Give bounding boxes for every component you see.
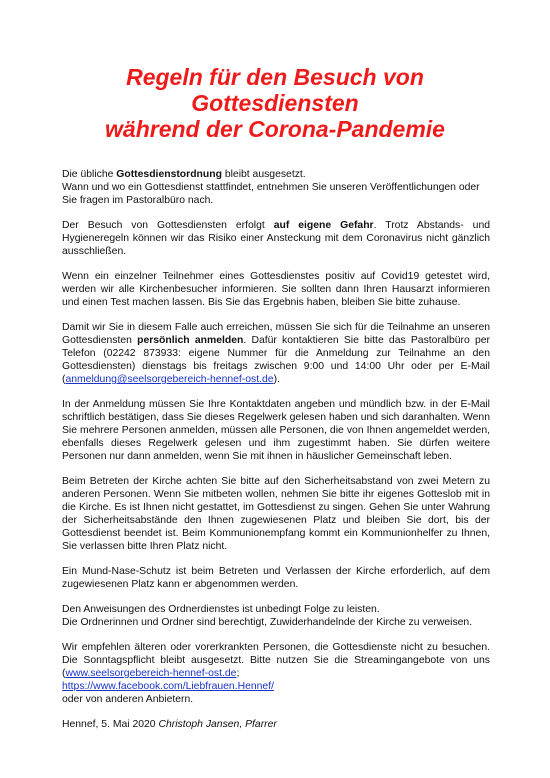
paragraph-mask: Ein Mund-Nase-Schutz ist beim Betreten und Verlassen der Kirche erforderlich, auf dem zugewiesenen Platz kann er abgenommen werden. <box>62 566 490 590</box>
title-line-3: während der Corona-Pandemie <box>105 116 445 142</box>
document-body <box>62 168 490 743</box>
title-line-2: Gottesdiensten <box>191 90 359 116</box>
signature-place-date: Hennef, 5. Mai 2020 <box>62 719 159 730</box>
paragraph-registration <box>62 321 490 386</box>
p4-text-b: . Dafür kontaktieren Sie bitte das Pastoralbüro per Telefon (02242 873933: eigene Nummer für die Anmeldung zur Teilnahme an den Gottesdiensten) dienstags bis freitags zwischen 9:00 und 14:00 Uhr oder per E-Mail ( <box>62 335 491 385</box>
p4-text-c: ). <box>273 374 280 385</box>
signature-name: Christoph Jansen, Pfarrer <box>158 719 277 730</box>
document-title <box>40 64 510 142</box>
website-link[interactable]: www.seelsorgebereich-hennef-ost.de <box>65 668 237 679</box>
p9-text-a: Wir empfehlen älteren oder vorerkrankten Personen, die Gottesdienste nicht zu besuchen. Die Sonntagspflicht bleibt ausgesetzt. Bitte nutzen Sie die Streamingangebote von uns ( <box>62 642 490 679</box>
p1-text-c: Wann und wo ein Gottesdienst stattfindet, entnehmen Sie unseren Veröffentlichungen oder Sie fragen im Pastoralbüro nach. <box>62 182 480 206</box>
p8-text-b: Die Ordnerinnen und Ordner sind berechtigt, Zuwiderhandelnde der Kirche zu verweisen. <box>62 617 473 628</box>
paragraph-contact-data: In der Anmeldung müssen Sie Ihre Kontaktdaten angeben und mündlich bzw. in der E-Mail schriftlich bestätigen, dass Sie dieses Regelwerk gelesen haben und sich daranhalten. Wenn Sie mehrere Personen anmelden, müssen alle Personen, die von Ihnen angemeldet werden, ebenfalls dieses Regelwerk gelesen und ihm zugestimmt haben. Sie dürfen weitere Personen nur dann anmelden, wenn Sie mit ihnen in häuslicher Gemeinschaft leben. <box>62 399 490 462</box>
p2-text-a: Der Besuch von Gottesdiensten erfolgt <box>62 220 274 231</box>
paragraph-positive-test: Wenn ein einzelner Teilnehmer eines Gottesdienstes positiv auf Covid19 getestet wird, werden wir alle Kirchenbesucher informieren. Sie sollten dann Ihren Hausarzt informieren und einen Test machen lassen. Bis Sie das Ergebnis haben, bleiben Sie bitte zuhause. <box>62 271 490 308</box>
paragraph-own-risk <box>62 219 490 258</box>
paragraph-stewards <box>62 603 490 629</box>
title-line-1: Regeln für den Besuch von <box>126 64 424 90</box>
p1-text-a: Die übliche <box>62 169 117 180</box>
p1-bold: Gottesdienstordnung <box>116 169 222 180</box>
p2-text-b: . Trotz Abstands- und Hygieneregeln können wir das Risiko einer Ansteckung mit dem Coronavirus nicht gänzlich ausschließen. <box>62 220 490 257</box>
email-link[interactable]: anmeldung@seelsorgebereich-hennef-ost.de <box>65 374 274 385</box>
signature <box>62 718 490 731</box>
paragraph-streaming <box>62 641 490 706</box>
p9-text-c: oder von anderen Anbietern. <box>62 694 194 705</box>
p1-text-b: bleibt ausgesetzt. <box>221 169 306 180</box>
p4-bold: persönlich anmelden <box>137 335 244 346</box>
paragraph-service-schedule <box>62 168 490 207</box>
facebook-link[interactable]: https://www.facebook.com/Liebfrauen.Hennef/ <box>62 681 274 692</box>
p4-text-a: Damit wir Sie in diesem Falle auch erreichen, müssen Sie sich für die Teilnahme an unseren Gottesdiensten <box>62 322 490 346</box>
p9-text-b: ; <box>236 668 240 679</box>
p8-text-a: Den Anweisungen des Ordnerdienstes ist unbedingt Folge zu leisten. <box>62 604 380 615</box>
paragraph-church-entry: Beim Betreten der Kirche achten Sie bitte auf den Sicherheitsabstand von zwei Metern zu anderen Personen. Wenn Sie mitbeten wollen, nehmen Sie bitte ihr eigenes Gotteslob mit in die Kirche. Es ist Ihnen nicht gestattet, im Gottesdienst zu singen. Gehen Sie unter Wahrung der Sicherheitsabstände den Ihnen zugewiesenen Platz und bleiben Sie dort, bis der Gottesdienst beendet ist. Beim Kommunionempfang kommt ein Kommunionhelfer zu Ihnen, Sie verlassen bitte Ihren Platz nicht. <box>62 476 490 552</box>
p2-bold: auf eigene Gefahr <box>273 220 374 231</box>
